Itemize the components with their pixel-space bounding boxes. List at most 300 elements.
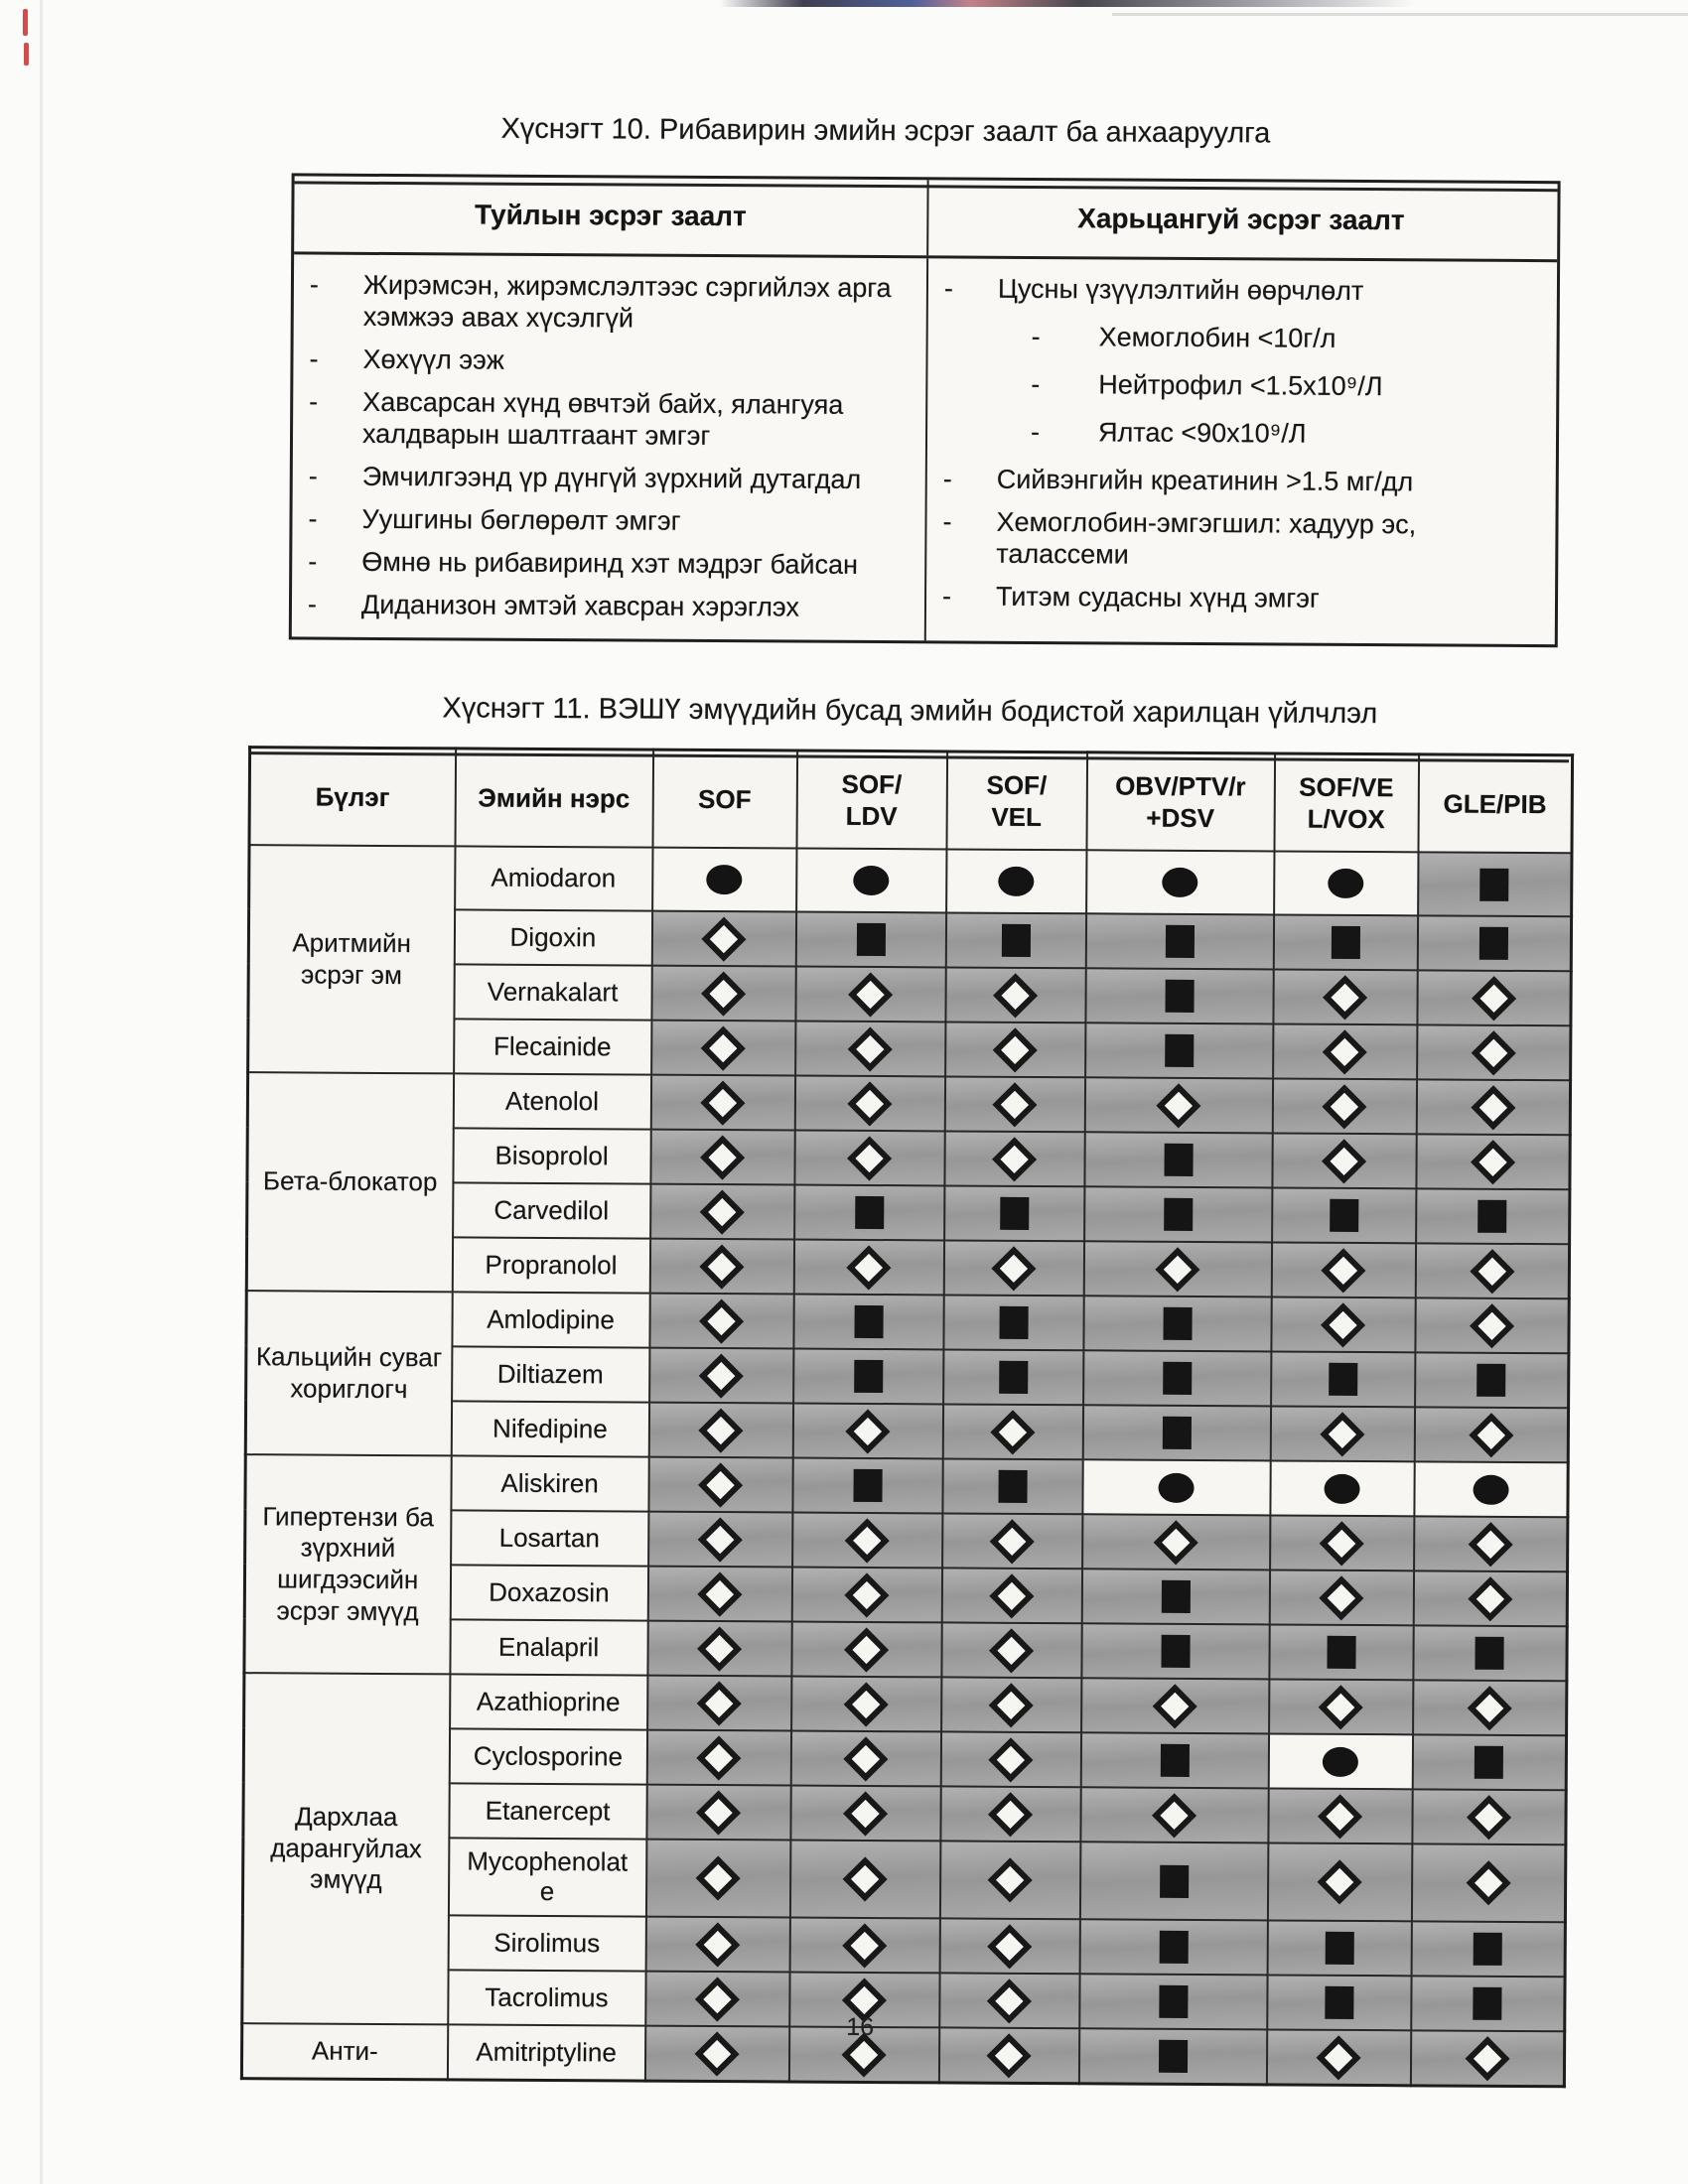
dash-bullet: - bbox=[309, 386, 319, 417]
interaction-cell bbox=[793, 1295, 943, 1350]
interaction-cell bbox=[789, 1841, 939, 1919]
interaction-cell bbox=[1079, 1919, 1267, 1975]
interaction-cell bbox=[1272, 1078, 1416, 1134]
diamond-symbol bbox=[992, 1082, 1037, 1127]
item-text: Өмнө нь рибавиринд хэт мэдрэг байсан bbox=[361, 546, 859, 580]
interaction-cell bbox=[940, 1731, 1080, 1787]
diamond-symbol bbox=[845, 1518, 890, 1563]
item-text: Эмчилгээнд үр дүнгүй зүрхний дутагдал bbox=[361, 461, 862, 494]
circle-symbol bbox=[1324, 1473, 1359, 1503]
drug-group-label: Анти- bbox=[241, 2023, 447, 2080]
interaction-cell bbox=[941, 1677, 1081, 1732]
subitem-text: Нейтрофил <1.5x10⁹/Л bbox=[1098, 369, 1383, 402]
square-symbol bbox=[999, 1361, 1028, 1394]
interaction-row bbox=[249, 845, 1572, 916]
page-number: 16 bbox=[846, 2012, 875, 2042]
diamond-symbol bbox=[697, 1571, 742, 1616]
diamond-symbol bbox=[697, 1681, 742, 1725]
interaction-cell bbox=[647, 1621, 791, 1677]
square-symbol bbox=[1158, 2040, 1187, 2073]
diamond-symbol bbox=[986, 2033, 1031, 2078]
diamond-symbol bbox=[701, 916, 746, 961]
indent-gap bbox=[965, 464, 997, 495]
interaction-cell bbox=[1082, 1459, 1270, 1515]
interaction-cell bbox=[795, 1022, 945, 1077]
interaction-cell bbox=[650, 1130, 794, 1185]
interaction-row bbox=[241, 2023, 1564, 2087]
interaction-cell bbox=[652, 848, 796, 912]
contraindication-item bbox=[943, 463, 1538, 498]
interaction-cell bbox=[1083, 1241, 1271, 1297]
interaction-cell bbox=[942, 1404, 1082, 1459]
diamond-symbol bbox=[1316, 2035, 1360, 2080]
drug-name: Enalapril bbox=[450, 1619, 647, 1675]
interaction-cell bbox=[1412, 1789, 1566, 1844]
diamond-symbol bbox=[1322, 1084, 1366, 1129]
col-header-absolute: Туйлын эсрэг заалт bbox=[474, 199, 747, 232]
col-header-gle-pib: GLE/PIB bbox=[1418, 754, 1573, 853]
interaction-cell bbox=[649, 1294, 793, 1349]
col-header-obv-ptv-r-dsv: OBV/PTV/r +DSV bbox=[1086, 752, 1275, 852]
circle-symbol bbox=[1158, 1472, 1194, 1502]
diamond-symbol bbox=[1323, 1029, 1367, 1074]
interaction-cell bbox=[790, 1786, 940, 1842]
interaction-cell bbox=[1078, 2028, 1266, 2085]
diamond-symbol bbox=[700, 1080, 745, 1125]
circle-symbol bbox=[1323, 1746, 1358, 1776]
interaction-cell bbox=[645, 1972, 789, 2027]
interaction-cell bbox=[795, 912, 945, 968]
contraindications-table-header bbox=[294, 176, 1557, 262]
interaction-cell bbox=[1269, 1679, 1413, 1734]
diamond-symbol bbox=[699, 1353, 744, 1398]
interaction-cell bbox=[1081, 1623, 1269, 1679]
interaction-cell bbox=[791, 1677, 941, 1732]
square-symbol bbox=[1327, 1636, 1355, 1669]
interaction-table-wrap bbox=[240, 746, 1571, 2088]
col-header-sof-vel-vox: SOF/VE L/VOX bbox=[1274, 753, 1419, 852]
square-symbol bbox=[1163, 1307, 1192, 1340]
interaction-cell bbox=[1273, 969, 1417, 1024]
interaction-cell bbox=[1084, 1186, 1272, 1242]
circle-symbol bbox=[1473, 1474, 1508, 1504]
square-symbol bbox=[1159, 1985, 1188, 2018]
dash-bullet: - bbox=[941, 581, 952, 612]
square-symbol bbox=[855, 1196, 884, 1229]
square-symbol bbox=[1162, 1417, 1191, 1449]
dash-bullet: - bbox=[309, 269, 320, 300]
interaction-cell bbox=[1415, 1352, 1569, 1408]
interaction-cell bbox=[1080, 1732, 1268, 1788]
interaction-cell bbox=[944, 1076, 1084, 1132]
contraindication-item bbox=[309, 386, 912, 454]
diamond-symbol bbox=[1321, 1302, 1365, 1347]
circle-symbol bbox=[853, 866, 889, 895]
subitem-text: Ялтас <90x10⁹/Л bbox=[1097, 417, 1307, 449]
interaction-cell bbox=[1080, 1787, 1268, 1843]
interaction-cell bbox=[1410, 2030, 1564, 2086]
interaction-cell bbox=[794, 1076, 944, 1132]
diamond-symbol bbox=[696, 1855, 741, 1900]
diamond-symbol bbox=[697, 1626, 742, 1671]
interaction-cell bbox=[944, 1185, 1084, 1241]
drug-name: Doxazosin bbox=[450, 1565, 647, 1620]
square-symbol bbox=[1163, 1362, 1192, 1395]
interaction-cell bbox=[1269, 1624, 1413, 1680]
interaction-cell bbox=[945, 1022, 1085, 1077]
absolute-column bbox=[292, 254, 926, 640]
contraindication-item bbox=[944, 272, 1539, 308]
diamond-symbol bbox=[993, 973, 1038, 1018]
interaction-cell bbox=[791, 1622, 941, 1678]
drug-name: Tacrolimus bbox=[448, 1970, 645, 2025]
indent-gap bbox=[330, 546, 361, 578]
diamond-symbol bbox=[1467, 1686, 1511, 1730]
diamond-symbol bbox=[847, 1136, 892, 1180]
interaction-cell bbox=[941, 1568, 1081, 1623]
interaction-cell bbox=[943, 1349, 1083, 1405]
square-symbol bbox=[1160, 1744, 1189, 1777]
contraindication-item bbox=[942, 580, 1537, 615]
interaction-cell bbox=[1414, 1407, 1568, 1462]
dash-bullet: - bbox=[942, 464, 952, 494]
square-symbol bbox=[1477, 1200, 1506, 1233]
table10-title: Хүснэгт 10. Рибавирин эмийн эсрэг заалт ба анхааруулга bbox=[500, 112, 1271, 150]
interaction-cell bbox=[1413, 1570, 1567, 1626]
diamond-symbol bbox=[1472, 976, 1516, 1021]
interaction-cell bbox=[940, 1786, 1080, 1842]
square-symbol bbox=[1164, 1198, 1193, 1231]
interaction-cell bbox=[1086, 850, 1274, 914]
diamond-symbol bbox=[698, 1517, 743, 1562]
indent-gap bbox=[331, 343, 362, 375]
drug-name: Carvedilol bbox=[453, 1182, 650, 1238]
square-symbol bbox=[1165, 980, 1194, 1013]
diamond-symbol bbox=[993, 1027, 1038, 1072]
interaction-cell bbox=[1417, 970, 1571, 1025]
drug-group-label: Дархлаа дарангуйлах эмүүд bbox=[242, 1673, 450, 2024]
interaction-cell bbox=[791, 1568, 941, 1623]
square-symbol bbox=[998, 1470, 1027, 1503]
interaction-cell bbox=[644, 2026, 788, 2082]
table11-title: Хүснэгт 11. ВЭШҮ эмүүдийн бусад эмийн бодистой харилцан үйлчлэл bbox=[442, 692, 1378, 731]
diamond-symbol bbox=[843, 1791, 888, 1836]
indent-gap bbox=[1053, 416, 1098, 448]
dash-bullet: - bbox=[308, 503, 318, 534]
contraindications-table bbox=[289, 173, 1561, 647]
interaction-cell bbox=[1417, 915, 1571, 971]
drug-name: Sirolimus bbox=[448, 1915, 645, 1971]
square-symbol bbox=[1331, 926, 1359, 959]
diamond-symbol bbox=[701, 1025, 746, 1070]
indent-gap bbox=[966, 273, 998, 305]
diamond-symbol bbox=[844, 1682, 889, 1726]
diamond-symbol bbox=[843, 1736, 888, 1781]
interaction-cell bbox=[1079, 1974, 1267, 2029]
item-text: Титэм судасны хүнд эмгэг bbox=[995, 581, 1320, 614]
diamond-symbol bbox=[701, 971, 746, 1016]
diamond-symbol bbox=[1467, 1795, 1511, 1840]
square-symbol bbox=[856, 923, 885, 956]
interaction-cell bbox=[1415, 1243, 1569, 1298]
drug-name: Bisoprolol bbox=[453, 1128, 650, 1183]
interaction-cell bbox=[650, 1184, 794, 1240]
square-symbol bbox=[1474, 1987, 1502, 2020]
interaction-cell bbox=[648, 1512, 792, 1568]
diamond-symbol bbox=[843, 1856, 888, 1901]
diamond-symbol bbox=[1471, 1030, 1515, 1075]
interaction-row bbox=[245, 1454, 1568, 1517]
diamond-symbol bbox=[988, 1737, 1033, 1782]
drug-name: Diltiazem bbox=[452, 1346, 649, 1402]
square-symbol bbox=[1161, 1635, 1190, 1668]
interaction-cell bbox=[1272, 1133, 1416, 1188]
interaction-cell bbox=[1413, 1680, 1567, 1735]
interaction-cell bbox=[1413, 1625, 1567, 1681]
interaction-cell bbox=[1416, 1134, 1570, 1189]
interaction-cell bbox=[651, 911, 795, 967]
interaction-table bbox=[240, 746, 1574, 2088]
interaction-cell bbox=[645, 1840, 789, 1918]
diamond-symbol bbox=[991, 1246, 1036, 1291]
interaction-cell bbox=[1411, 1843, 1565, 1922]
diamond-symbol bbox=[1470, 1249, 1514, 1294]
interaction-cell bbox=[646, 1730, 790, 1786]
interaction-cell bbox=[793, 1240, 943, 1296]
drug-name: Amitriptyline bbox=[447, 2024, 644, 2081]
interaction-cell bbox=[1271, 1297, 1415, 1352]
item-text: Хемоглобин-эмгэгшил: хадуур эс, талассеми bbox=[996, 506, 1417, 570]
diamond-symbol bbox=[696, 1735, 741, 1780]
diamond-symbol bbox=[989, 1628, 1034, 1673]
col-header-sof-ldv: SOF/ LDV bbox=[796, 751, 947, 849]
drug-group-label: Бета-блокатор bbox=[246, 1072, 453, 1292]
drug-name: Amiodaron bbox=[455, 846, 652, 910]
item-text: Цусны үзүүлэлтийн өөрчлөлт bbox=[997, 273, 1364, 306]
square-symbol bbox=[999, 1306, 1028, 1339]
indent-gap bbox=[330, 589, 361, 620]
square-symbol bbox=[1325, 1932, 1353, 1965]
interaction-cell bbox=[645, 1917, 789, 1973]
contraindication-item bbox=[308, 589, 911, 624]
item-text: Жирэмсэн, жирэмслэлтээс сэргийлэх арга хэмжээ авах хүсэлгүй bbox=[362, 269, 892, 334]
diamond-symbol bbox=[1155, 1247, 1199, 1292]
contraindication-item bbox=[308, 546, 911, 582]
interaction-cell bbox=[945, 967, 1085, 1023]
diamond-symbol bbox=[990, 1519, 1035, 1564]
diamond-symbol bbox=[1154, 1520, 1198, 1565]
interaction-cell bbox=[1418, 852, 1572, 916]
interaction-cell bbox=[1271, 1242, 1415, 1297]
square-symbol bbox=[1476, 1637, 1504, 1670]
drug-name: Atenolol bbox=[453, 1073, 650, 1129]
square-symbol bbox=[1159, 1931, 1188, 1964]
relative-column bbox=[924, 258, 1553, 644]
drug-name: Mycophenolate bbox=[448, 1838, 645, 1916]
col-header-group: Бүлэг bbox=[249, 748, 456, 847]
interaction-cell bbox=[1083, 1296, 1271, 1351]
drug-name: Digoxin bbox=[454, 909, 651, 965]
diamond-symbol bbox=[842, 1923, 887, 1968]
diamond-symbol bbox=[700, 1135, 745, 1179]
diamond-symbol bbox=[988, 1857, 1033, 1902]
drug-group-label: Гипертензи ба зүрхний шигдээсийн эсрэг эмүүд bbox=[244, 1454, 451, 1674]
interaction-cell bbox=[792, 1404, 942, 1459]
contraindication-subitem bbox=[943, 415, 1538, 451]
col-header-sof: SOF bbox=[652, 750, 797, 848]
diamond-symbol bbox=[844, 1627, 889, 1672]
indent-gap bbox=[332, 269, 363, 333]
diamond-symbol bbox=[1320, 1521, 1364, 1566]
interaction-cell bbox=[942, 1513, 1082, 1569]
dash-bullet: - bbox=[308, 546, 318, 577]
interaction-cell bbox=[938, 2027, 1078, 2083]
dash-bullet: - bbox=[1031, 321, 1041, 352]
diamond-symbol bbox=[846, 1245, 891, 1290]
dash-bullet: - bbox=[309, 343, 319, 374]
interaction-cell bbox=[1267, 1920, 1411, 1976]
diamond-symbol bbox=[694, 2031, 739, 2076]
diamond-symbol bbox=[1318, 1794, 1362, 1839]
square-symbol bbox=[1329, 1363, 1357, 1396]
interaction-cell bbox=[1412, 1734, 1566, 1790]
diamond-symbol bbox=[1321, 1248, 1365, 1293]
diamond-symbol bbox=[698, 1462, 743, 1507]
circle-symbol bbox=[1328, 869, 1363, 898]
item-text: Хавсарсан хүнд өвчтэй байх, ялангуяа халдварын шалтгаант эмгэг bbox=[361, 386, 844, 451]
interaction-cell bbox=[1411, 1976, 1565, 2031]
col-header-drug-name: Эмийн нэрс bbox=[455, 749, 653, 848]
interaction-cell bbox=[943, 1295, 1083, 1350]
interaction-cell bbox=[796, 849, 946, 913]
diamond-symbol bbox=[847, 1081, 892, 1126]
square-symbol bbox=[854, 1360, 883, 1393]
interaction-cell bbox=[1270, 1515, 1414, 1570]
square-symbol bbox=[1161, 1580, 1190, 1613]
dash-bullet: - bbox=[307, 589, 318, 619]
diamond-symbol bbox=[1469, 1413, 1513, 1457]
interaction-cell bbox=[789, 1917, 939, 1973]
interaction-cell bbox=[1081, 1569, 1269, 1624]
indent-gap bbox=[964, 506, 996, 570]
diamond-symbol bbox=[1319, 1685, 1363, 1729]
interaction-cell bbox=[1268, 1733, 1412, 1789]
contraindication-item bbox=[308, 503, 911, 539]
diamond-symbol bbox=[1468, 1522, 1512, 1567]
interaction-cell bbox=[946, 849, 1086, 913]
interaction-cell bbox=[1411, 1921, 1565, 1977]
interaction-header-row bbox=[249, 748, 1573, 854]
drug-name: Etanercept bbox=[449, 1783, 646, 1839]
interaction-cell bbox=[1267, 1975, 1411, 2030]
interaction-cell bbox=[649, 1239, 793, 1295]
interaction-cell bbox=[792, 1458, 942, 1514]
interaction-cell bbox=[1085, 913, 1273, 969]
interaction-cell bbox=[792, 1513, 942, 1569]
diamond-symbol bbox=[695, 1922, 740, 1967]
interaction-cell bbox=[1415, 1297, 1569, 1353]
interaction-cell bbox=[1274, 851, 1418, 915]
diamond-symbol bbox=[988, 1792, 1033, 1837]
interaction-cell bbox=[1084, 1077, 1272, 1133]
contraindication-item bbox=[310, 269, 913, 337]
diamond-symbol bbox=[989, 1683, 1034, 1727]
drug-name: Losartan bbox=[451, 1510, 648, 1566]
contraindication-item bbox=[942, 505, 1537, 573]
interaction-cell bbox=[793, 1349, 943, 1405]
dash-bullet: - bbox=[308, 461, 318, 491]
diamond-symbol bbox=[844, 1572, 889, 1617]
indent-gap bbox=[1054, 321, 1099, 352]
circle-symbol bbox=[706, 865, 742, 894]
diamond-symbol bbox=[699, 1244, 744, 1289]
square-symbol bbox=[1000, 1197, 1029, 1230]
indent-gap bbox=[1053, 368, 1098, 400]
drug-name: Vernakalart bbox=[454, 964, 651, 1020]
interaction-cell bbox=[790, 1731, 940, 1787]
interaction-cell bbox=[1083, 1350, 1271, 1406]
square-symbol bbox=[1330, 1199, 1358, 1232]
circle-symbol bbox=[1162, 868, 1197, 897]
interaction-cell bbox=[647, 1676, 791, 1731]
interaction-cell bbox=[794, 1185, 944, 1241]
interaction-row bbox=[244, 1673, 1567, 1735]
interaction-cell bbox=[944, 1131, 1084, 1186]
square-symbol bbox=[1001, 924, 1030, 957]
diamond-symbol bbox=[1471, 1085, 1515, 1130]
interaction-cell bbox=[651, 1021, 795, 1076]
diamond-symbol bbox=[1152, 1793, 1196, 1838]
interaction-cell bbox=[1268, 1788, 1412, 1843]
diamond-symbol bbox=[1323, 975, 1367, 1020]
square-symbol bbox=[1160, 1864, 1189, 1897]
dash-bullet: - bbox=[943, 273, 954, 304]
relative-items bbox=[926, 258, 1553, 632]
indent-gap bbox=[331, 461, 362, 492]
interaction-cell bbox=[1271, 1351, 1415, 1407]
diamond-symbol bbox=[1156, 1083, 1200, 1128]
diamond-symbol bbox=[1319, 1575, 1363, 1620]
contraindication-subitem bbox=[944, 320, 1539, 355]
interaction-cell bbox=[1414, 1461, 1568, 1517]
interaction-cell bbox=[1416, 1188, 1570, 1244]
interaction-cell bbox=[1273, 1024, 1417, 1079]
diamond-symbol bbox=[1465, 2036, 1509, 2081]
diamond-symbol bbox=[987, 1924, 1032, 1969]
diamond-symbol bbox=[1468, 1576, 1512, 1621]
indent-gap bbox=[331, 386, 362, 450]
interaction-row bbox=[247, 1072, 1570, 1135]
col-header-relative: Харьцангуй эсрэг заалт bbox=[926, 180, 1553, 259]
diamond-symbol bbox=[1470, 1303, 1514, 1348]
square-symbol bbox=[1475, 1746, 1503, 1779]
drug-name: Azathioprine bbox=[450, 1674, 647, 1729]
square-symbol bbox=[1474, 1933, 1502, 1966]
square-symbol bbox=[1479, 927, 1508, 960]
interaction-cell bbox=[1085, 968, 1273, 1024]
drug-name: Cyclosporine bbox=[449, 1728, 646, 1784]
interaction-cell bbox=[1269, 1570, 1413, 1625]
interaction-cell bbox=[647, 1567, 791, 1622]
interaction-cell bbox=[939, 1918, 1079, 1974]
interaction-cell bbox=[1273, 914, 1417, 970]
circle-symbol bbox=[998, 867, 1034, 896]
interaction-cell bbox=[1085, 1023, 1273, 1078]
interaction-cell bbox=[646, 1785, 790, 1841]
interaction-cell bbox=[939, 1973, 1079, 2028]
interaction-cell bbox=[939, 1841, 1079, 1919]
interaction-cell bbox=[1082, 1405, 1270, 1460]
